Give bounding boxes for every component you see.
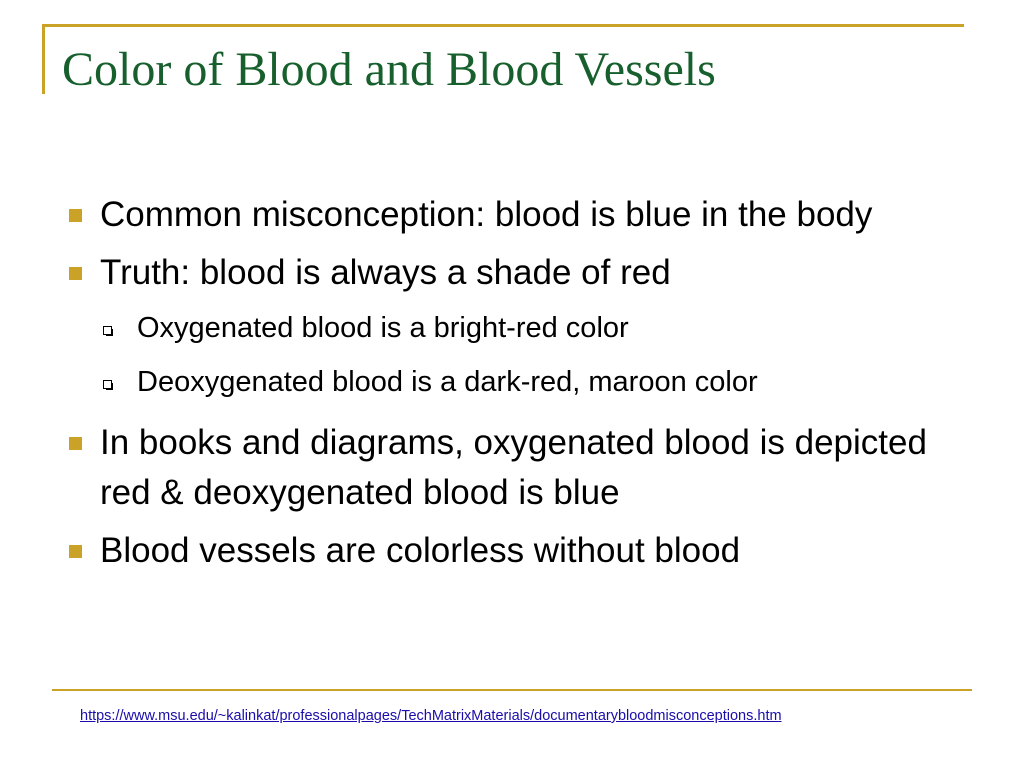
source-link[interactable]: https://www.msu.edu/~kalinkat/professionalpages/TechMatrixMaterials/documentarybloodmisconceptions.htm <box>80 708 782 724</box>
sub-bullet-text: Oxygenated blood is a bright-red color <box>137 312 629 344</box>
bullet-text: Common misconception: blood is blue in the body <box>100 195 873 234</box>
footer-divider <box>52 689 972 691</box>
filled-square-bullet-icon <box>69 437 82 450</box>
bullet-item <box>62 248 962 298</box>
slide-title: Color of Blood and Blood Vessels <box>62 43 716 96</box>
filled-square-bullet-icon <box>69 209 82 222</box>
bullet-list <box>62 190 962 584</box>
bullet-item <box>62 190 962 240</box>
sub-bullet-item <box>99 310 962 346</box>
bullet-text: Blood vessels are colorless without blood <box>100 531 741 570</box>
title-frame-left-rule <box>42 24 45 94</box>
title-frame-top-rule <box>42 24 964 27</box>
sub-bullet-text: Deoxygenated blood is a dark-red, maroon color <box>137 366 758 398</box>
bullet-item <box>62 526 962 576</box>
hollow-square-bullet-icon <box>103 326 112 335</box>
bullet-text: Truth: blood is always a shade of red <box>100 253 671 292</box>
sub-bullet-item <box>99 364 962 400</box>
filled-square-bullet-icon <box>69 545 82 558</box>
bullet-item <box>62 418 962 518</box>
bullet-text: In books and diagrams, oxygenated blood is depicted red & deoxygenated blood is blue <box>100 423 927 512</box>
hollow-square-bullet-icon <box>103 380 112 389</box>
filled-square-bullet-icon <box>69 267 82 280</box>
